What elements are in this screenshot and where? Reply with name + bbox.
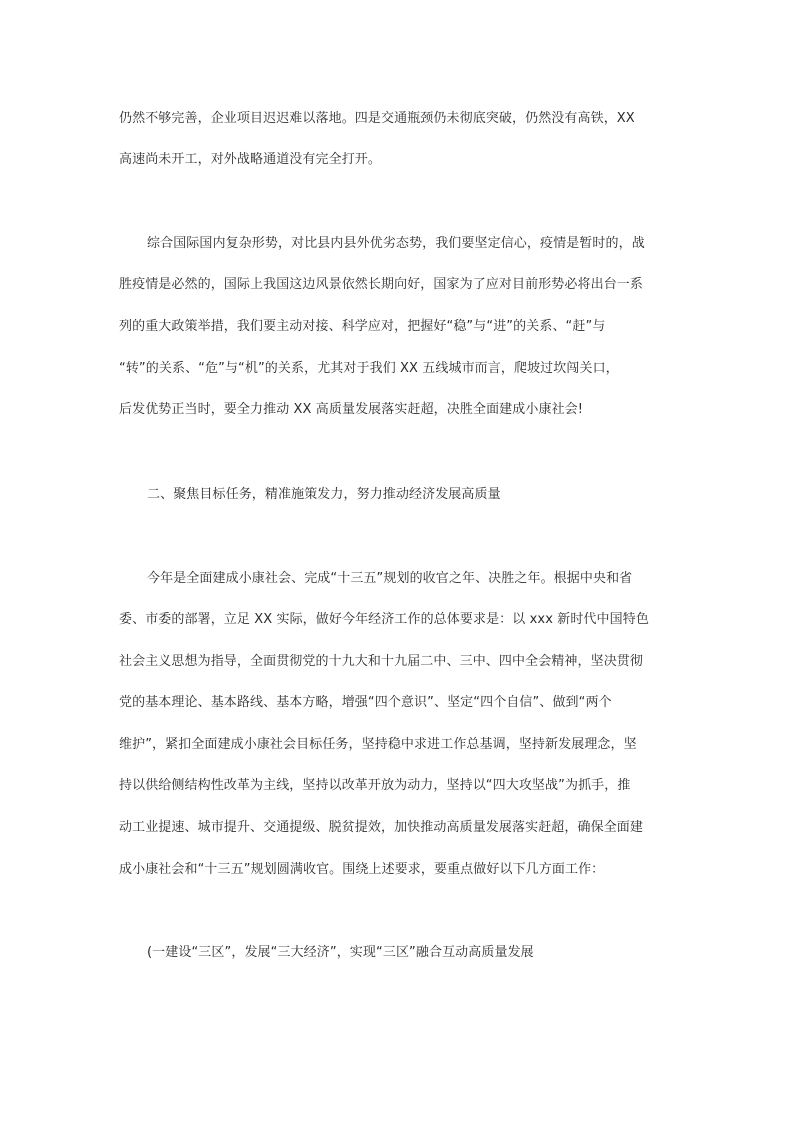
- paragraph-line: 高速尚未开工，对外战略通道没有完全打开。: [119, 152, 382, 167]
- paragraph-line: 仍然不够完善，企业项目迟迟难以落地。四是交通瓶颈仍未彻底突破，仍然没有高铁，XX: [119, 111, 635, 126]
- paragraph-line: 综合国际国内复杂形势，对比县内县外优劣态势，我们要坚定信心，疫情是暂时的，战: [147, 236, 645, 251]
- paragraph-line: 成小康社会和“十三五”规划圆满收官。围绕上述要求，要重点做好以下几方面工作：: [119, 862, 605, 877]
- paragraph-line: 委、市委的部署，立足 XX 实际，做好今年经济工作的总体要求是：以 xxx 新时代中国特色: [119, 612, 649, 627]
- paragraph-line: “转”的关系、“危”与“机”的关系，尤其对于我们 XX 五线城市而言，爬坡过坎闯关口，: [119, 361, 619, 376]
- paragraph-line: 党的基本理论、基本路线、基本方略，增强“四个意识”、坚定“四个自信”、做到“两个: [119, 695, 612, 710]
- paragraph-line: 动工业提速、城市提升、交通提级、脱贫提效，加快推动高质量发展落实赶超，确保全面建: [119, 820, 644, 835]
- paragraph-line: 持以供给侧结构性改革为主线，坚持以改革开放为动力，坚持以“四大攻坚战”为抓手，推: [119, 778, 631, 793]
- paragraph-line: 列的重大政策举措，我们要主动对接、科学应对，把握好“稳”与“进”的关系、“赶”与: [119, 319, 606, 334]
- paragraph-line: 社会主义思想为指导，全面贯彻党的十九大和十九届二中、三中、四中全会精神，坚决贯彻: [119, 654, 644, 669]
- paragraph-line: 后发优势正当时，要全力推动 XX 高质量发展落实赶超，决胜全面建成小康社会!: [119, 402, 584, 417]
- paragraph-line: 维护”，紧扣全面建成小康社会目标任务，坚持稳中求进工作总基调，坚持新发展理念，坚: [119, 737, 637, 752]
- section-heading: 二、聚焦目标任务，精准施策发力，努力推动经济发展高质量: [147, 487, 501, 502]
- paragraph-line: 今年是全面建成小康社会、完成“十三五”规划的收官之年、决胜之年。根据中央和省: [147, 571, 633, 586]
- paragraph-line: 胜疫情是必然的，国际上我国这边风景依然长期向好，国家为了应对目前形势必将出台一系: [119, 277, 644, 292]
- subsection-heading: (一建设“三区”，发展“三大经济”，实现“三区”融合互动高质量发展: [147, 945, 534, 960]
